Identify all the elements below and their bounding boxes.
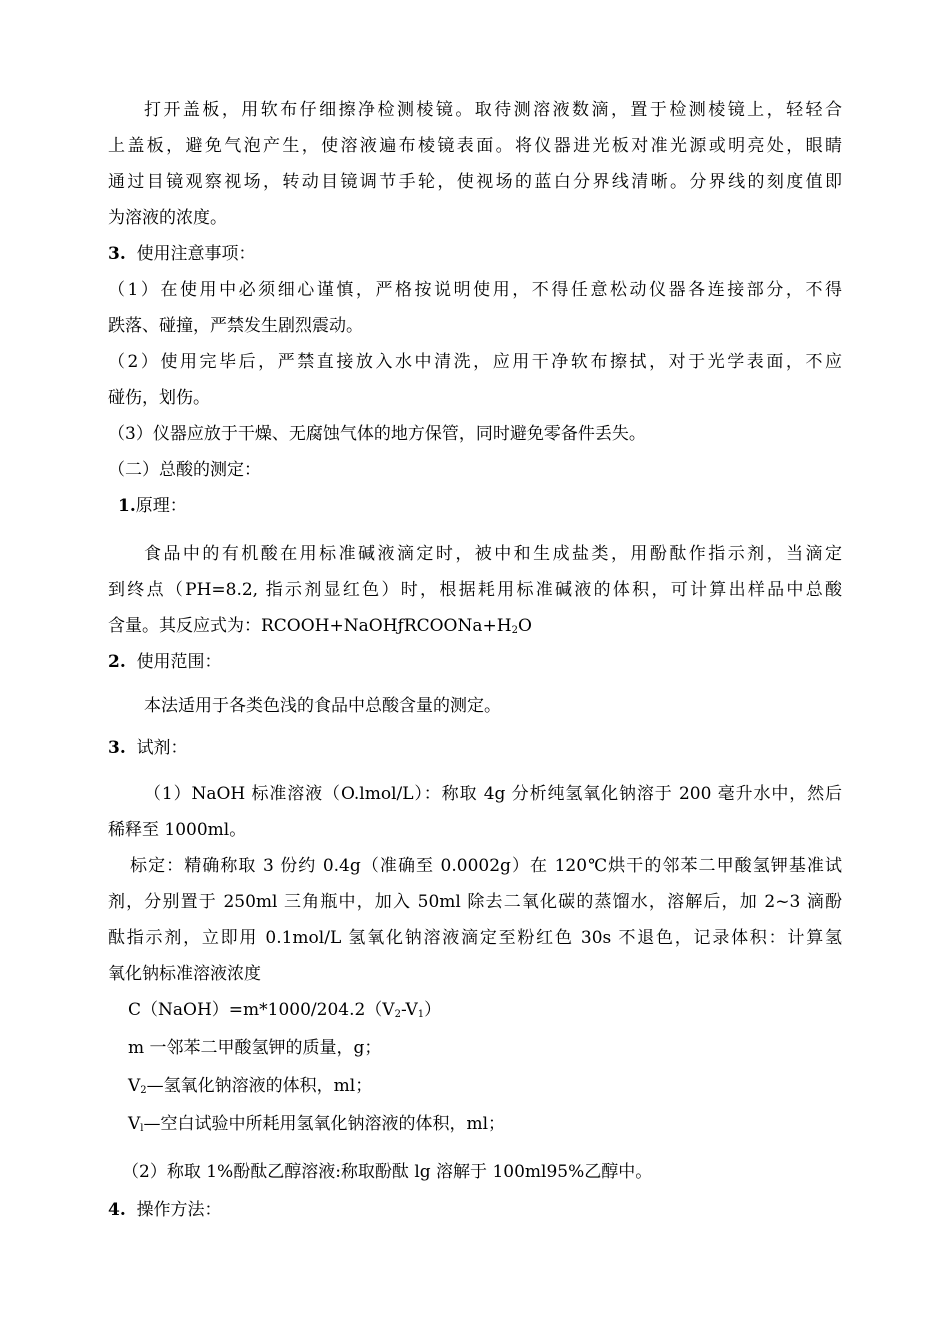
formula-text: C（NaOH）=m*1000/204.2（V (128, 1000, 395, 1020)
formula-text: -V (400, 1000, 418, 1020)
reagent-line: （2）称取 1%酚酞乙醇溶液:称取酚酞 lg 溶解于 100ml95%乙醇中。 (122, 1162, 653, 1182)
formula-subscript: 2 (394, 1009, 401, 1020)
list-item-line: 碰伤，划伤。 (108, 388, 210, 408)
definition-subscript: 2 (140, 1085, 147, 1096)
paragraph-line: 通过目镜观察视场，转动目镜调节手轮，使视场的蓝白分界线清晰。分界线的刻度值即 (108, 172, 842, 192)
definition-text: V (128, 1114, 141, 1134)
definition-text: V (128, 1076, 141, 1096)
paragraph-line: 打开盖板，用软布仔细擦净检测棱镜。取待测溶液数滴，置于检测棱镜上，轻轻合 (144, 100, 842, 120)
section-number: 3. (108, 738, 126, 758)
section-title: 使用注意事项： (136, 244, 256, 264)
equation-subscript: 2 (511, 625, 518, 636)
section-number: 4. (108, 1200, 126, 1220)
paragraph-line: 为溶液的浓度。 (108, 208, 227, 228)
section-number: 3. (108, 244, 126, 264)
section-heading (108, 736, 842, 760)
definition-line: m 一邻苯二甲酸氢钾的质量，g； (128, 1038, 382, 1058)
section-heading (108, 242, 842, 266)
section-title: 试剂： (136, 738, 188, 758)
section-title: 操作方法： (136, 1200, 222, 1220)
part-heading: （二）总酸的测定： (108, 460, 261, 480)
definition-line (128, 1074, 862, 1098)
section-heading (118, 494, 852, 518)
reagent-line: （1）NaOH 标准溶液（O.lmol/L）：称取 4g 分析纯氢氧化钠溶于 200 毫升水中，然后 (144, 784, 842, 804)
formula (128, 998, 862, 1022)
paragraph-line: 剂，分别置于 250ml 三角瓶中，加入 50ml 除去二氧化碳的蒸馏水，溶解后，加 2~3 滴酚 (108, 892, 842, 912)
reagent-line: 稀释至 1000ml。 (108, 820, 247, 840)
definition-subscript: l (140, 1123, 144, 1134)
paragraph-line: 标定：精确称取 3 份约 0.4g（准确至 0.0002g）在 120℃烘干的邻苯二甲酸氢钾基准试 (130, 856, 842, 876)
paragraph-line: 食品中的有机酸在用标准碱液滴定时，被中和生成盐类，用酚酞作指示剂，当滴定 (144, 544, 842, 564)
list-item-line: （1）在使用中必须细心谨慎，严格按说明使用，不得任意松动仪器各连接部分，不得 (108, 280, 842, 300)
paragraph-line: 酞指示剂，立即用 0.1mol/L 氢氧化钠溶液滴定至粉红色 30s 不退色，记录体积：计算氢 (108, 928, 842, 948)
paragraph-line: 上盖板，避免气泡产生，使溶液遍布棱镜表面。将仪器进光板对准光源或明亮处，眼睛 (108, 136, 842, 156)
reaction-equation (108, 614, 842, 638)
formula-text: ） (424, 1000, 442, 1020)
section-number: 1. (118, 496, 136, 516)
list-item-line: （2）使用完毕后，严禁直接放入水中清洗，应用干净软布擦拭，对于光学表面，不应 (108, 352, 842, 372)
section-title: 使用范围： (136, 652, 222, 672)
paragraph-line: 到终点（PH=8.2, 指示剂显红色）时，根据耗用标准碱液的体积，可计算出样品中总酸 (108, 580, 842, 600)
definition-text: —空白试验中所耗用氢氧化钠溶液的体积，ml； (143, 1114, 506, 1134)
definition-line (128, 1112, 862, 1136)
paragraph-line: 氧化钠标准溶液浓度 (108, 964, 261, 984)
section-title: 原理： (135, 496, 187, 516)
list-item-line: 跌落、碰撞，严禁发生剧烈震动。 (108, 316, 363, 336)
list-item-line: （3）仪器应放于干燥、无腐蚀气体的地方保管，同时避免零备件丢失。 (108, 424, 646, 444)
equation-text: O (517, 616, 532, 636)
section-heading (108, 1198, 842, 1222)
section-number: 2. (108, 652, 126, 672)
equation-text: 含量。其反应式为：RCOOH+NaOHƒRCOONa+H (108, 616, 512, 636)
section-heading (108, 650, 842, 674)
formula-subscript: 1 (417, 1009, 425, 1020)
paragraph-line: 本法适用于各类色浅的食品中总酸含量的测定。 (144, 696, 501, 716)
definition-text: —氢氧化钠溶液的体积，ml； (146, 1076, 373, 1096)
